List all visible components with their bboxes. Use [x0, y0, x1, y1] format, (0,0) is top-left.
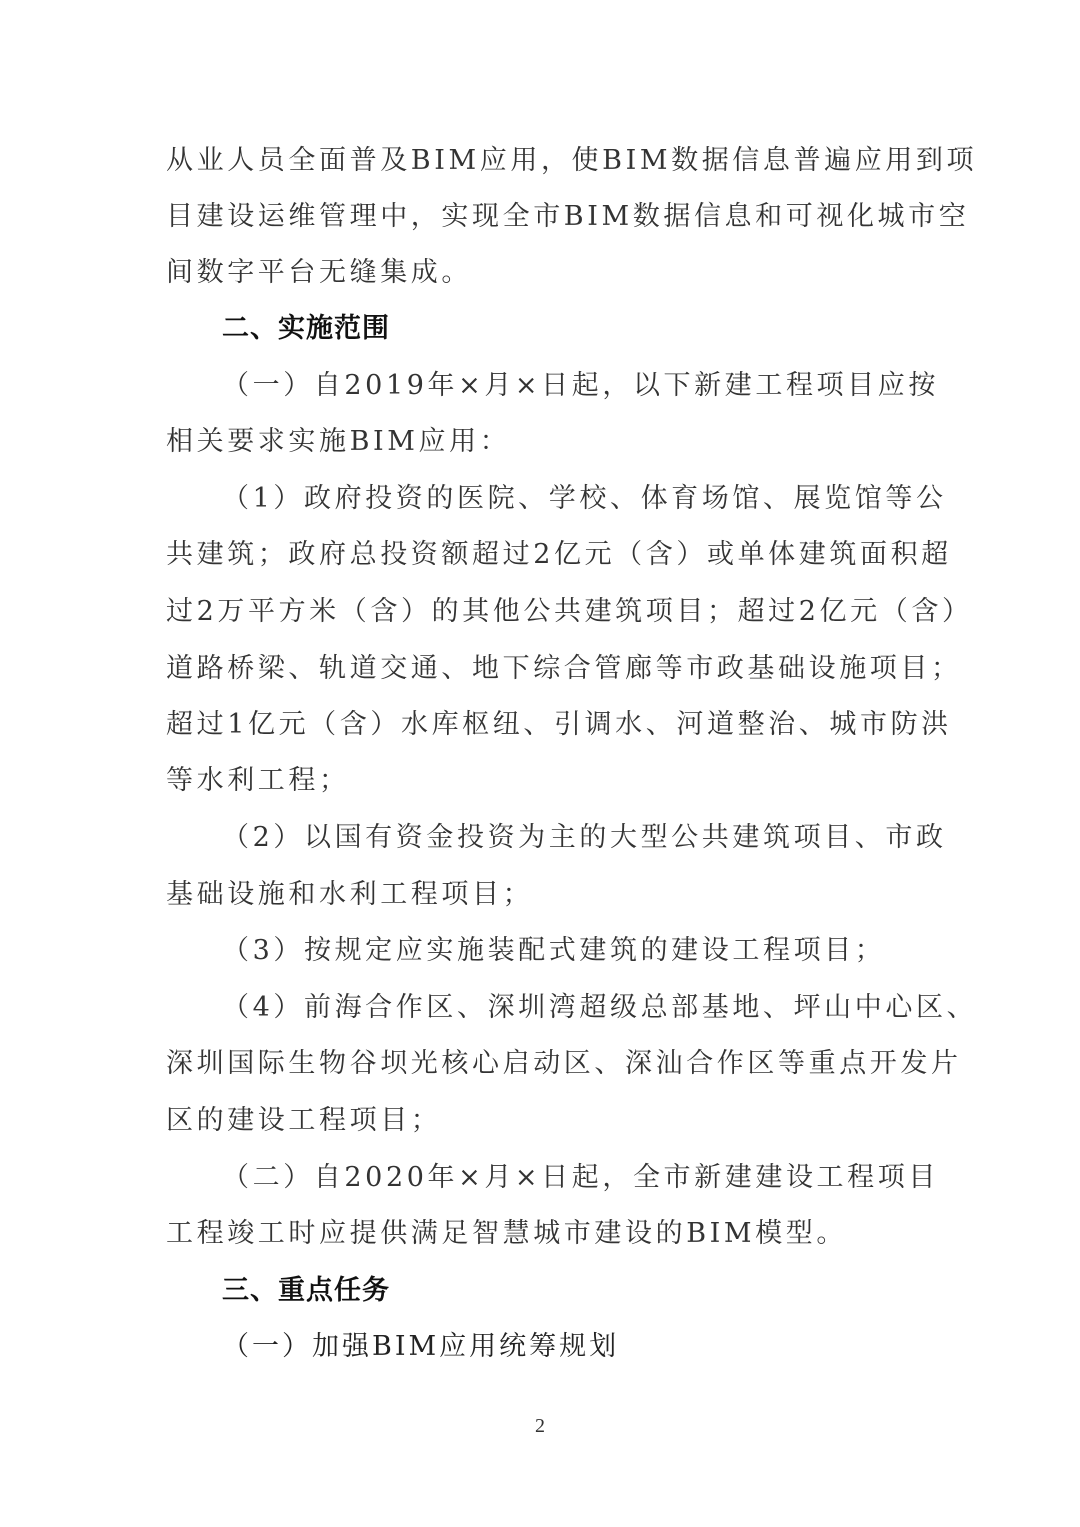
paragraph-line: 相关要求实施BIM应用：	[166, 426, 511, 457]
paragraph-line: 过2万平方米（含）的其他公共建筑项目；超过2亿元（含）	[166, 596, 973, 627]
paragraph-line: （1）政府投资的医院、学校、体育场馆、展览馆等公	[222, 483, 947, 514]
paragraph-line: 深圳国际生物谷坝光核心启动区、深汕合作区等重点开发片	[166, 1048, 962, 1079]
section-heading-scope: 二、实施范围	[222, 313, 390, 344]
page-number: 2	[535, 1415, 545, 1437]
paragraph-line: （一）自2019年×月×日起，以下新建工程项目应按	[222, 370, 939, 401]
paragraph-line: 工程竣工时应提供满足智慧城市建设的BIM模型。	[166, 1218, 847, 1249]
paragraph-line: 从业人员全面普及BIM应用，使BIM数据信息普遍应用到项	[166, 145, 978, 176]
section-heading-key-tasks: 三、重点任务	[222, 1275, 390, 1306]
paragraph-line: （4）前海合作区、深圳湾超级总部基地、坪山中心区、	[222, 992, 978, 1023]
subsection-heading: （一）加强BIM应用统筹规划	[222, 1331, 620, 1362]
paragraph-line: 基础设施和水利工程项目；	[166, 879, 534, 910]
paragraph-line: 道路桥梁、轨道交通、地下综合管廊等市政基础设施项目；	[166, 653, 962, 684]
paragraph-line: 等水利工程；	[166, 765, 350, 796]
paragraph-line: （二）自2020年×月×日起，全市新建建设工程项目	[222, 1162, 939, 1193]
paragraph-line: （3）按规定应实施装配式建筑的建设工程项目；	[222, 935, 886, 966]
paragraph-line: 共建筑；政府总投资额超过2亿元（含）或单体建筑面积超	[166, 539, 952, 570]
paragraph-line: 区的建设工程项目；	[166, 1105, 442, 1136]
paragraph-line: 间数字平台无缝集成。	[166, 257, 472, 288]
paragraph-line: （2）以国有资金投资为主的大型公共建筑项目、市政	[222, 822, 947, 853]
paragraph-line: 目建设运维管理中，实现全市BIM数据信息和可视化城市空	[166, 201, 970, 232]
paragraph-line: 超过1亿元（含）水库枢纽、引调水、河道整治、城市防洪	[166, 709, 952, 740]
